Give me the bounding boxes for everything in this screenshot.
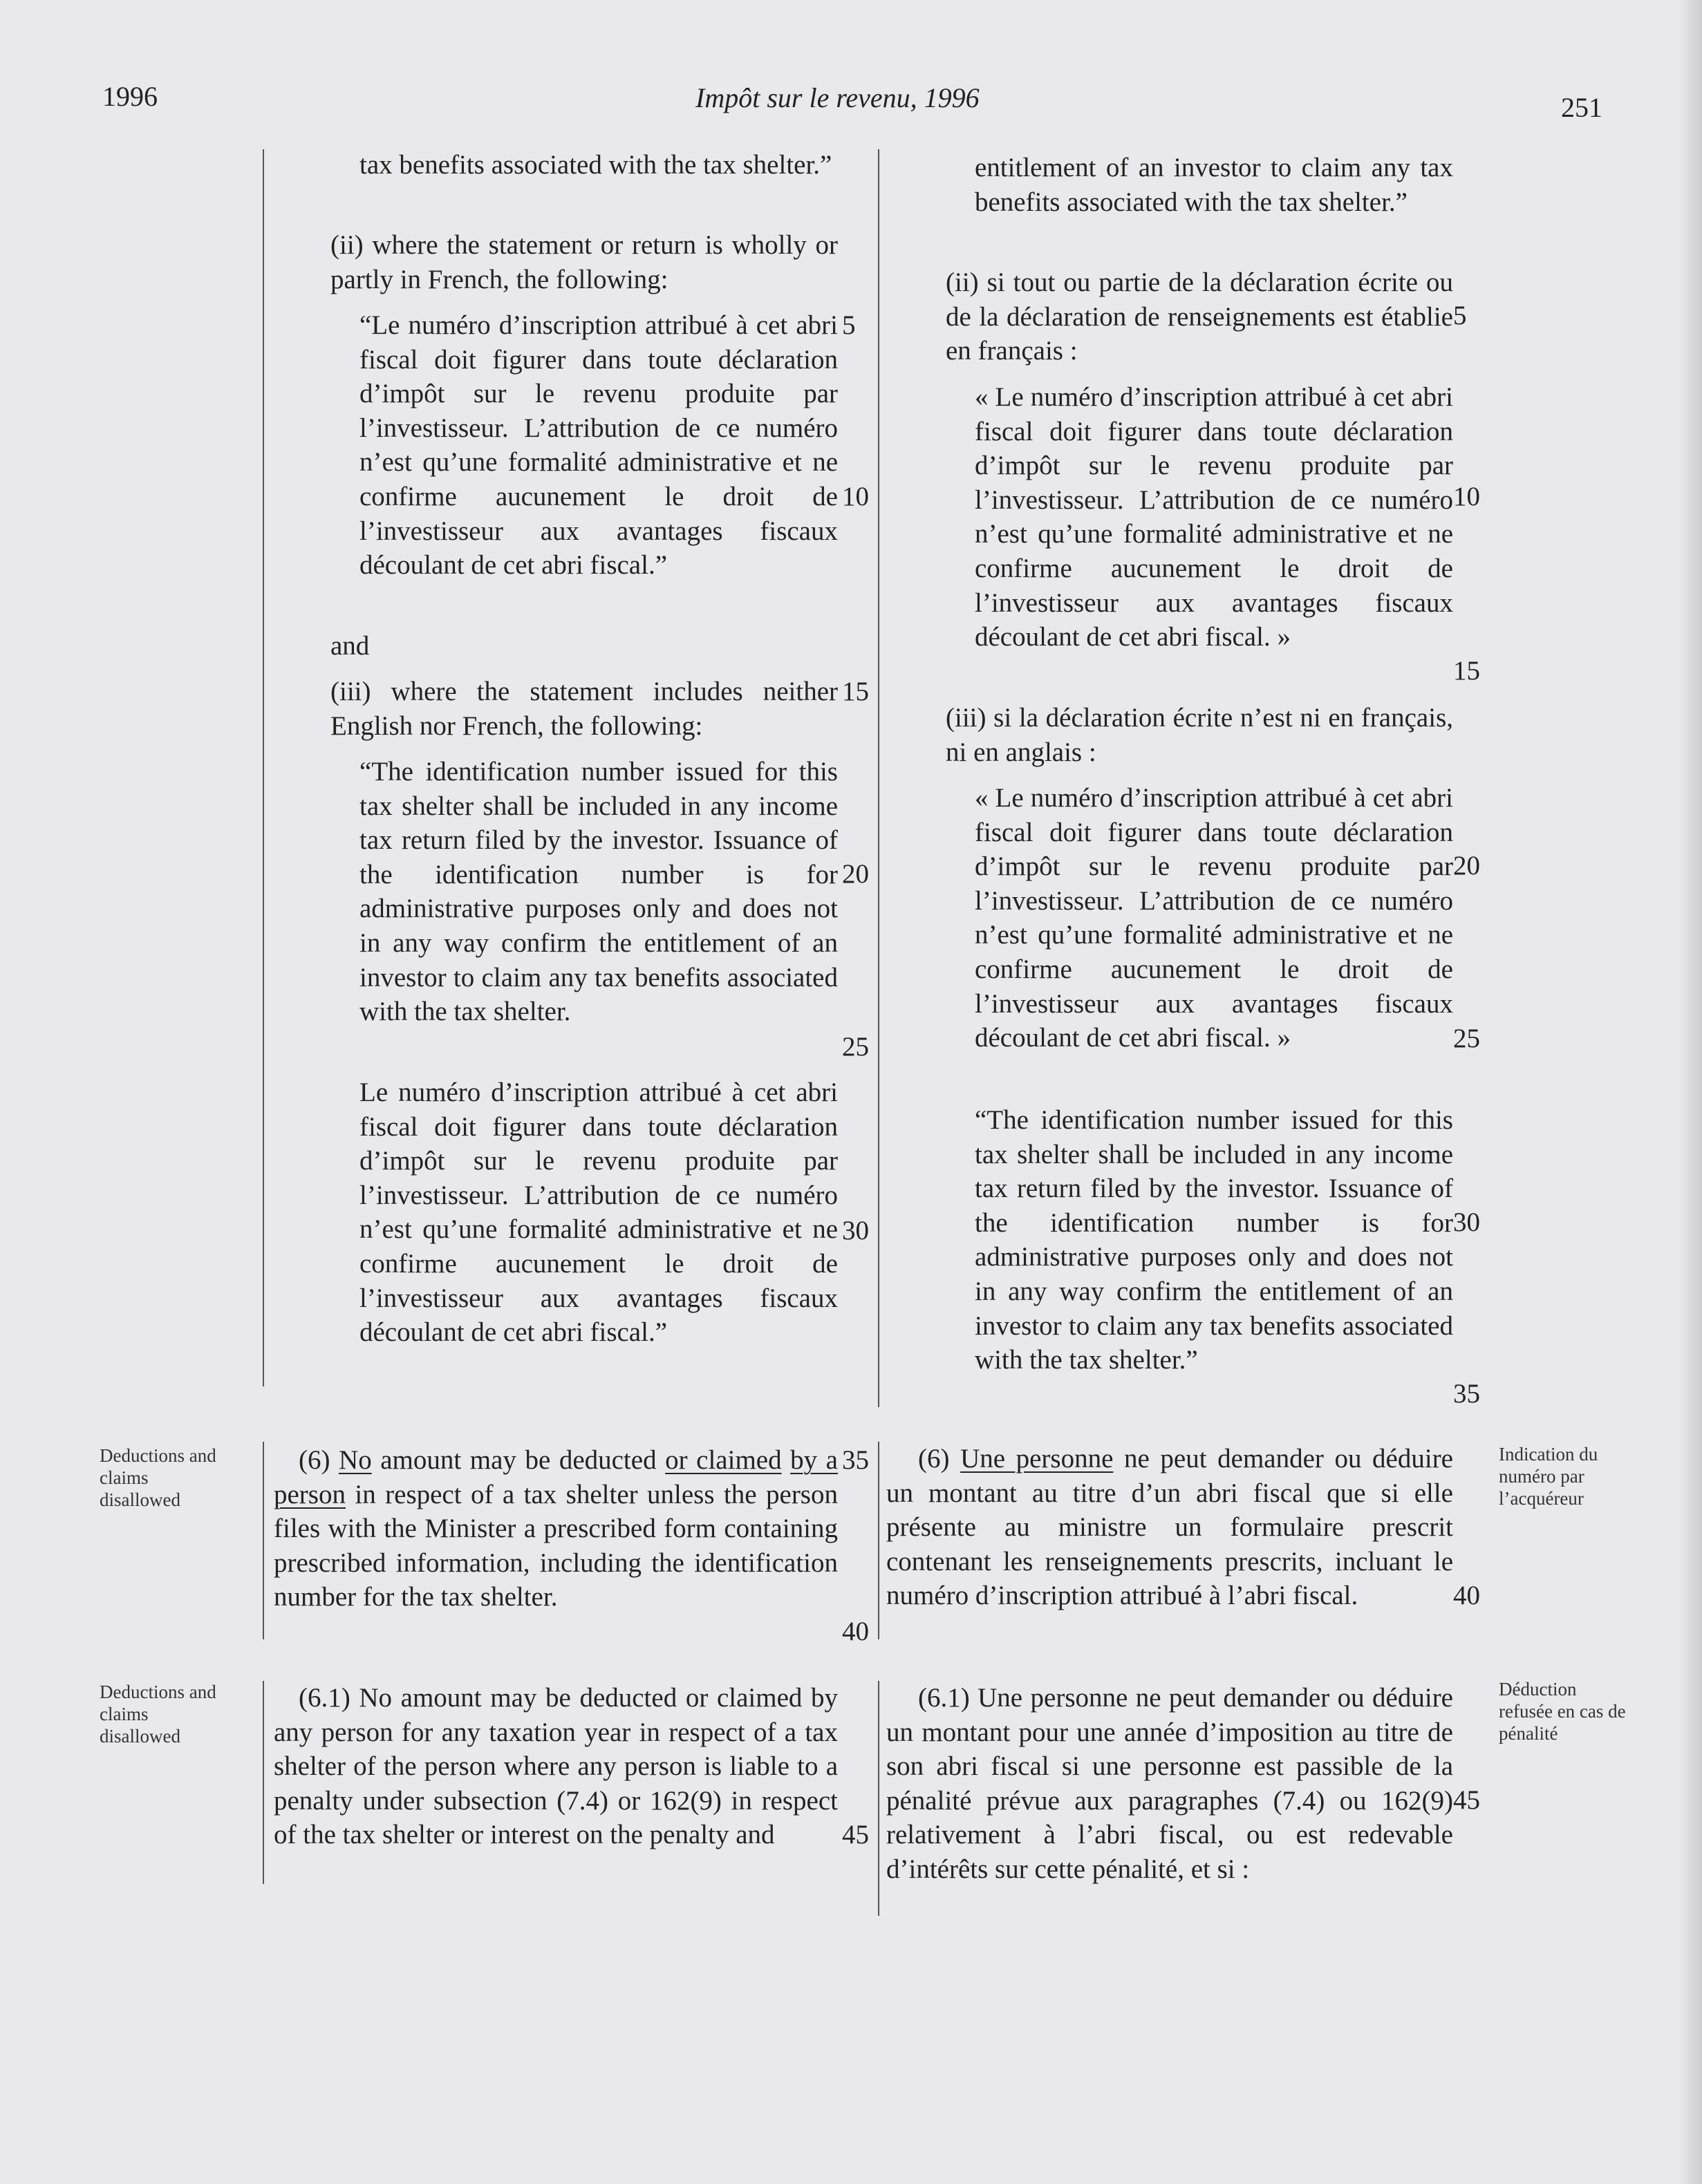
column-rule-english-s61 — [263, 1681, 264, 1884]
column-rule-french-top — [878, 149, 879, 1407]
french-continuation: entitlement of an investor to claim any tax benefits associated with the tax shelter.” — [975, 153, 1453, 217]
margin-note-right: Indication du numéro par l’acquéreur — [1499, 1444, 1598, 1509]
english-and: and — [330, 631, 370, 661]
line-number: 30 — [1453, 1207, 1480, 1237]
line-number: 30 — [842, 1216, 869, 1245]
column-rule-english-s6 — [263, 1442, 264, 1639]
french-quote-bilingual-french: « Le numéro d’inscription attribué à cet abri fiscal doit figurer dans toute déclaration d’impôt sur le revenu produite par l’investisseur. L’attribution de ce numéro n’est qu’une formalité administrative et ne confirme aucunement le droit de l’investisseur aux avantages fiscaux découlant de cet abri fiscal. » — [975, 783, 1453, 1053]
english-quote-bilingual-french: Le numéro d’inscription attribué à cet abri fiscal doit figurer dans toute déclaration d’impôt sur le revenu produite par l’investisseur. L’attribution de ce numéro n’est qu’une formalité administrative et ne confirme aucunement le droit de l’investisseur aux avantages fiscaux découlant de cet abri fiscal.” — [359, 1077, 838, 1348]
line-number: 25 — [842, 1032, 869, 1062]
english-subsection-6-1: (6.1) No amount may be deducted or claimed by any person for any taxation year in respect of a tax shelter of the person where any person is liable to a penalty under subsection (7.4) or 162(9) in respect of the tax shelter or interest on the penalty and — [274, 1683, 838, 1850]
line-number: 35 — [1453, 1379, 1480, 1409]
margin-note-right: Déduction refusée en cas de pénalité — [1499, 1679, 1626, 1744]
line-number: 45 — [1453, 1785, 1480, 1815]
english-subparagraph-ii: (ii) where the statement or return is wholly or partly in French, the following: — [330, 230, 838, 294]
line-number: 45 — [842, 1820, 869, 1849]
line-number: 15 — [1453, 656, 1480, 686]
line-number: 5 — [1453, 301, 1467, 330]
line-number: 15 — [842, 677, 869, 706]
line-number: 40 — [1453, 1581, 1480, 1610]
french-subparagraph-ii: (ii) si tout ou partie de la déclaration écrite ou de la déclaration de renseignements est établie en français : — [946, 267, 1453, 366]
header-title: Impôt sur le revenu, 1996 — [695, 82, 980, 113]
line-number: 10 — [1453, 482, 1480, 511]
french-quote-french: « Le numéro d’inscription attribué à cet abri fiscal doit figurer dans toute déclaration d’impôt sur le revenu produite par l’investisseur. L’attribution de ce numéro n’est qu’une formalité administrative et ne confirme aucunement le droit de l’investisseur aux avantages fiscaux découlant de cet abri fiscal. » — [975, 382, 1453, 652]
margin-note-left: Deductions and claims disallowed — [100, 1682, 216, 1747]
french-subsection-6: (6) Une personne ne peut demander ou déduire un montant au titre d’un abri fiscal que si elle présente au ministre un formulaire prescrit contenant les renseignements prescrits, incluant le numéro d’inscription attribué à l’abri fiscal. — [886, 1444, 1453, 1611]
french-quote-english: “The identification number issued for this tax shelter shall be included in any income tax return filed by the investor. Issuance of the identification number is for administrative purposes only and does not in any way confirm the entitlement of an investor to claim any tax benefits associated with the tax shelter.” — [975, 1105, 1453, 1375]
english-quote-french: “Le numéro d’inscription attribué à cet abri fiscal doit figurer dans toute déclaration d’impôt sur le revenu produite par l’investisseur. L’attribution de ce numéro n’est qu’une formalité administrative et ne confirme aucunement le droit de l’investisseur aux avantages fiscaux découlant de cet abri fiscal.” — [359, 310, 838, 581]
column-rule-english-top — [263, 149, 264, 1386]
line-number: 20 — [1453, 851, 1480, 881]
column-rule-french-s61 — [878, 1681, 879, 1916]
line-number: 10 — [842, 482, 869, 511]
line-number: 25 — [1453, 1024, 1480, 1053]
column-rule-french-s6 — [878, 1442, 879, 1639]
line-number: 40 — [842, 1617, 869, 1646]
page-edge-shadow — [1678, 0, 1702, 2184]
english-paragraph: tax benefits associated with the tax shelter.” — [359, 150, 832, 180]
french-subsection-6-1: (6.1) Une personne ne peut demander ou déduire un montant pour une année d’imposition au titre de son abri fiscal si une personne est passible de la pénalité prévue aux paragraphes (7.4) ou 162(9) relativement à l’abri fiscal, ou est redevable d’intérêts sur cette pénalité, et si : — [886, 1683, 1453, 1884]
line-number: 5 — [842, 310, 856, 340]
english-subsection-6: (6) No amount may be deducted or claimed by a person in respect of a tax shelter unless the person files with the Minister a prescribed form containing prescribed information, including the identification number for the tax shelter. — [274, 1445, 838, 1612]
french-subparagraph-iii: (iii) si la déclaration écrite n’est ni en français, ni en anglais : — [946, 703, 1453, 767]
english-continuation — [330, 148, 838, 182]
margin-note-left: Deductions and claims disallowed — [100, 1445, 216, 1510]
line-number: 20 — [842, 859, 869, 889]
page-number: 251 — [1561, 92, 1602, 123]
line-number: 35 — [842, 1445, 869, 1475]
header-year: 1996 — [102, 81, 158, 112]
english-subparagraph-iii: (iii) where the statement includes neither English nor French, the following: — [330, 677, 838, 741]
english-quote-english: “The identification number issued for this tax shelter shall be included in any income tax return filed by the investor. Issuance of the identification number is for administrative purposes only and does not in any way confirm the entitlement of an investor to claim any tax benefits associated with the tax shelter. — [359, 757, 838, 1027]
